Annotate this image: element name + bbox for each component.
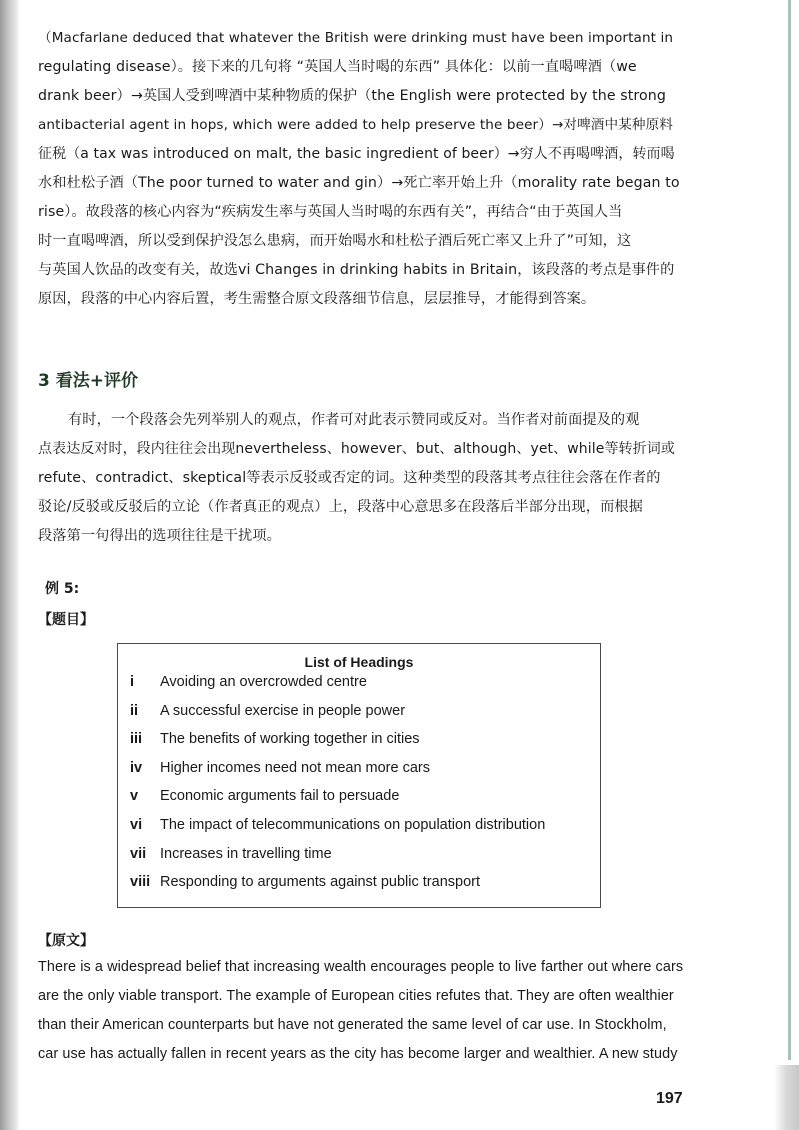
text-line: 征税（a tax was introduced on malt, the basic ingredient of beer）→穷人不再喝啤酒，转而喝 xyxy=(38,146,675,162)
heading-text: The impact of telecommunications on population distribution xyxy=(160,816,546,833)
text-line: There is a widespread belief that increasing wealth encourages people to live farther out where cars xyxy=(38,959,684,975)
heading-number: viii xyxy=(130,874,151,891)
text-line: refute、contradict、skeptical等表示反驳或否定的词。这种类型的段落其考点往往会落在作者的 xyxy=(38,470,661,486)
text-line: 有时，一个段落会先列举别人的观点，作者可对此表示赞同或反对。当作者对前面提及的观 xyxy=(68,412,640,428)
section-text xyxy=(38,406,680,551)
text-line: antibacterial agent in hops, which were added to help preserve the beer）→对啤酒中某种原料 xyxy=(38,117,673,133)
text-line: 原因，段落的中心内容后置，考生需整合原文段落细节信息，层层推导，才能得到答案。 xyxy=(38,291,596,307)
heading-text: Avoiding an overcrowded centre xyxy=(160,674,367,690)
analysis-text xyxy=(38,24,680,314)
page-corner-shadow xyxy=(774,1065,799,1130)
heading-text: Higher incomes need not mean more cars xyxy=(160,759,430,776)
text-line: car use has actually fallen in recent years as the city has become larger and wealthier. A new study xyxy=(38,1046,678,1062)
heading-number: v xyxy=(130,788,139,805)
page-edge-line xyxy=(788,0,791,1060)
text-line: drank beer）→英国人受到啤酒中某种物质的保护（the English were protected by the strong xyxy=(38,88,667,104)
section-paragraph xyxy=(38,406,680,551)
heading-text: The benefits of working together in cities xyxy=(160,731,420,748)
source-paragraph xyxy=(38,953,688,1069)
text-line: 水和杜松子酒（The poor turned to water and gin）→死亡率开始上升（morality rate began to xyxy=(38,175,680,191)
heading-number: ii xyxy=(130,702,139,719)
heading-number: vii xyxy=(130,845,147,862)
heading-item xyxy=(118,874,600,903)
heading-item xyxy=(118,760,600,789)
text-line: （Macfarlane deduced that whatever the British were drinking must have been important in xyxy=(38,30,674,46)
text-line: than their American counterparts but have not generated the same level of car use. In Stockholm, xyxy=(38,1017,667,1033)
headings-title: List of Headings xyxy=(304,654,414,670)
heading-item xyxy=(118,817,600,846)
text-line: 段落第一句得出的选项往往是干扰项。 xyxy=(38,528,281,544)
text-line: 点表达反对时，段内往往会出现nevertheless、however、but、although、yet、while等转折词或 xyxy=(38,441,675,457)
list-of-headings-box xyxy=(117,643,601,908)
heading-number: iv xyxy=(130,759,143,776)
page-number: 197 xyxy=(656,1090,683,1107)
heading-number: iii xyxy=(130,731,143,748)
source-label: 【原文】 xyxy=(38,933,94,949)
text-line: 与英国人饮品的改变有关，故选vi Changes in drinking habits in Britain，该段落的考点是事件的 xyxy=(38,262,675,278)
heading-number: vi xyxy=(130,816,143,833)
text-line: rise）。故段落的核心内容为“疾病发生率与英国人当时喝的东西有关”，再结合“由于英国人当 xyxy=(38,204,623,220)
heading-text: A successful exercise in people power xyxy=(160,702,406,719)
text-line: 驳论/反驳或反驳后的立论（作者真正的观点）上，段落中心意思多在段落后半部分出现，而根据 xyxy=(38,499,643,515)
heading-text: Responding to arguments against public transport xyxy=(160,874,480,891)
source-text xyxy=(38,953,688,1069)
section-heading: 3 看法+评价 xyxy=(38,371,138,391)
page-gutter-shadow xyxy=(0,0,20,1130)
heading-item xyxy=(118,703,600,732)
heading-number: i xyxy=(130,674,135,690)
analysis-paragraph xyxy=(38,24,680,314)
heading-text: Increases in travelling time xyxy=(160,845,332,862)
heading-item xyxy=(118,674,600,703)
heading-text: Economic arguments fail to persuade xyxy=(160,788,400,805)
example-label: 例 5: xyxy=(45,581,80,597)
question-label: 【题目】 xyxy=(38,612,94,628)
heading-item xyxy=(118,788,600,817)
text-line: 时一直喝啤酒，所以受到保护没怎么患病，而开始喝水和杜松子酒后死亡率又上升了”可知，这 xyxy=(38,233,632,249)
heading-item xyxy=(118,731,600,760)
heading-item xyxy=(118,846,600,875)
text-line: regulating disease）。接下来的几句将 “英国人当时喝的东西” 具体化：以前一直喝啤酒（we xyxy=(38,59,637,75)
text-line: are the only viable transport. The example of European cities refutes that. They are often wealthier xyxy=(38,988,674,1004)
